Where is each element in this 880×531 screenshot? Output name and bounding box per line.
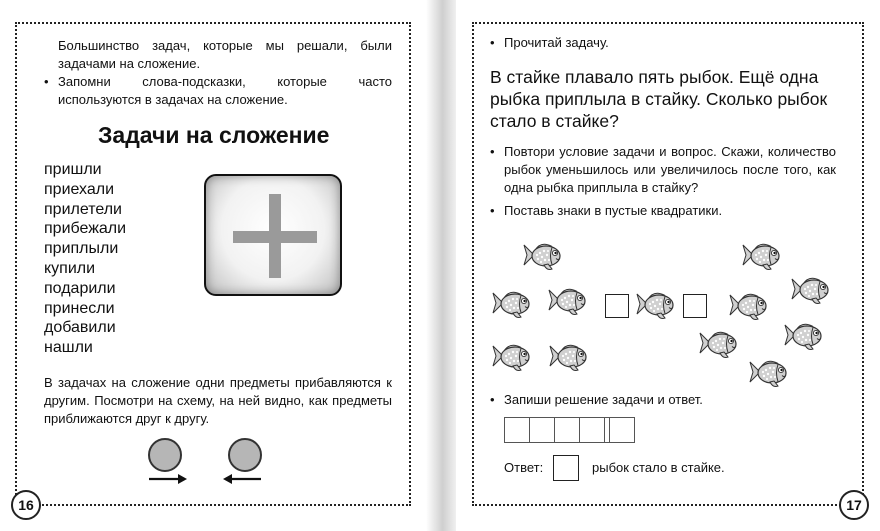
fish-icon	[489, 343, 535, 375]
fish-icon	[739, 242, 785, 274]
fish-icon	[520, 242, 566, 274]
answer-suffix: рыбок стало в стайке.	[592, 460, 725, 475]
problem-text: В стайке плавало пять рыбок. Ещё одна рыбка приплыла в стайку. Сколько рыбок стало в стайке?	[490, 67, 828, 131]
hint-word: приплыли	[44, 240, 119, 258]
solution-cell[interactable]	[529, 417, 555, 443]
bullet-remember: • Запомни слова-подсказки, которые часто используются в задачах на сложение.	[58, 73, 392, 109]
hint-word: пришли	[44, 161, 102, 178]
right-page	[456, 0, 880, 531]
fish-icon	[788, 276, 834, 308]
circle-right	[228, 438, 262, 472]
fish-icon	[546, 343, 592, 375]
hint-word: принесли	[44, 299, 115, 317]
arrow-left-icon	[222, 473, 262, 485]
answer-label: Ответ:	[504, 460, 544, 475]
solution-cell[interactable]	[579, 417, 605, 443]
page-number: 17	[839, 490, 869, 520]
solution-cell[interactable]	[609, 417, 635, 443]
circle-left	[148, 438, 182, 472]
hint-word: прилетели	[44, 200, 122, 218]
fish-icon	[489, 290, 535, 322]
answer-box[interactable]	[553, 455, 579, 481]
fish-icon	[746, 359, 792, 391]
bullet-write: • Запиши решение задачи и ответ.	[504, 391, 834, 409]
bullet-signs: • Поставь знаки в пустые квадратики.	[504, 202, 834, 220]
sign-box-1[interactable]	[605, 294, 629, 318]
fish-icon	[633, 291, 679, 323]
hint-word: приехали	[44, 180, 115, 198]
intro-text: Большинство задач, которые мы решали, были задачами на сложение.	[58, 38, 392, 71]
arrow-right-icon	[148, 473, 188, 485]
hint-word: добавили	[44, 319, 116, 337]
fish-icon	[781, 322, 827, 354]
fish-icon	[696, 330, 742, 362]
plus-sign-card	[204, 174, 342, 296]
hint-word: подарили	[44, 279, 116, 297]
bullet-repeat: • Повтори условие задачи и вопрос. Скажи, количество рыбок уменьшилось или увеличилось после того, как одна рыбка приплыла в стайку?	[504, 143, 836, 197]
explanation-text: В задачах на сложение одни предметы прибавляются к другим. Посмотри на схему, на ней видно, как предметы приближаются друг к другу.	[44, 375, 392, 426]
section-heading: Задачи на сложение	[98, 122, 330, 148]
fish-icon	[726, 292, 772, 324]
hint-word: нашли	[44, 339, 93, 357]
book-gutter	[426, 0, 456, 531]
left-page	[0, 0, 426, 531]
hint-words-list	[44, 160, 126, 358]
page-number: 16	[11, 490, 41, 520]
hint-word: прибежали	[44, 220, 127, 238]
sign-box-2[interactable]	[683, 294, 707, 318]
hint-word: купили	[44, 259, 96, 277]
bullet-read: • Прочитай задачу.	[504, 34, 834, 52]
solution-cell[interactable]	[504, 417, 530, 443]
fish-icon	[545, 287, 591, 319]
solution-cell[interactable]	[554, 417, 580, 443]
